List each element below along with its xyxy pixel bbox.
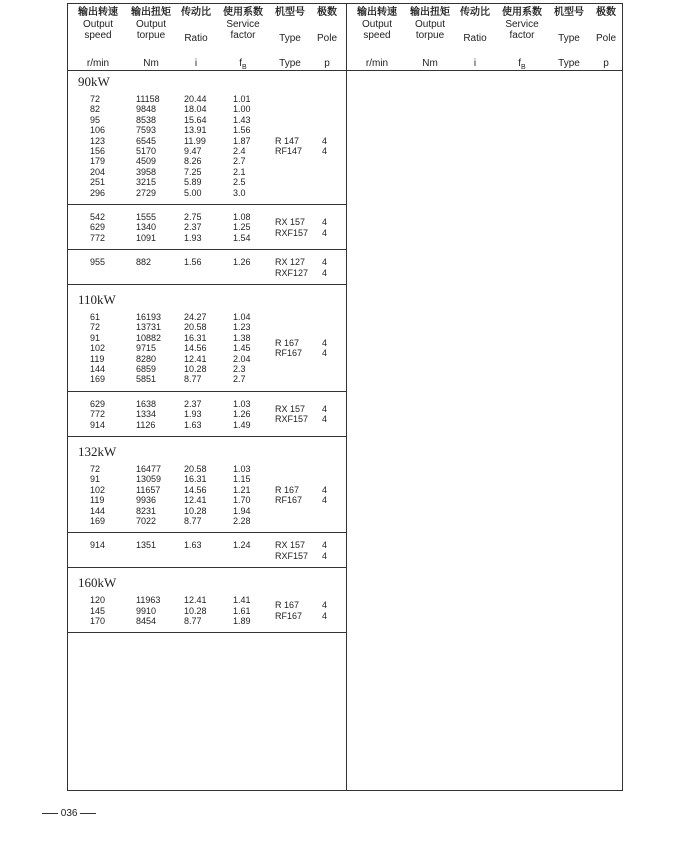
speed-cell: 955	[90, 257, 106, 268]
header-cn: 输出转速	[78, 7, 118, 18]
header-en1: Service	[505, 19, 539, 30]
power-heading: 90kW	[78, 74, 110, 89]
type-value: R 147	[275, 135, 300, 146]
ratio-cell: 16.31	[184, 332, 207, 343]
header-en1: Service	[226, 19, 260, 30]
type-cell	[275, 600, 302, 621]
torque-cell: 16193	[136, 312, 162, 322]
pole-cell	[322, 540, 327, 561]
header-unit: p	[603, 58, 609, 69]
header-right-col-4	[547, 7, 591, 69]
type-value: RF167	[275, 610, 303, 621]
header-en1	[312, 19, 342, 30]
ratio-cell: 14.56	[184, 484, 207, 495]
header-right-col-2	[455, 7, 495, 69]
factor-cell: 1.26	[233, 257, 251, 268]
factor-cell: 1.00	[233, 104, 251, 115]
torque-cell: 6545	[136, 135, 157, 146]
header-left-col-2	[176, 7, 216, 69]
ratio-cell: 8.77	[184, 516, 202, 526]
ratio-cell: 11.99	[184, 135, 206, 146]
torque-cell: 11963	[136, 595, 161, 606]
type-cell	[275, 338, 302, 359]
torque-cell: 1126	[136, 419, 156, 430]
factor-cell: 2.1	[233, 166, 246, 177]
pole-value: 4	[322, 550, 328, 561]
torque-cell: 6859	[136, 364, 157, 374]
type-value: RX 127	[275, 257, 306, 268]
ratio-cell: 15.64	[184, 114, 207, 125]
speed-cell: 144	[90, 364, 106, 374]
ratio-cell: 12.41	[184, 495, 207, 506]
ratio-cell: 14.56	[184, 343, 207, 354]
header-right-col-5	[591, 7, 621, 69]
header-right-col-0	[351, 7, 403, 69]
torque-cell: 4509	[136, 156, 157, 167]
factor-cell: 2.28	[233, 516, 251, 526]
factor-cell: 2.5	[233, 177, 246, 188]
torque-cell: 1334	[136, 409, 157, 420]
speed-cell: 204	[90, 166, 106, 177]
speed-cell: 102	[90, 484, 106, 495]
ratio-cell: 5.89	[184, 177, 202, 188]
factor-cell: 1.04	[233, 312, 251, 322]
speed-cell: 102	[90, 343, 106, 354]
header-en2: torpue	[415, 30, 445, 41]
header-en2: factor	[509, 30, 535, 41]
header-right-col-3	[497, 7, 547, 71]
pole-cell	[322, 600, 327, 621]
torque-cell: 8538	[136, 114, 157, 125]
pole-cell	[322, 404, 327, 425]
ratio-cell: 12.41	[184, 353, 207, 364]
torque-cell: 3958	[136, 166, 157, 177]
pole-cell	[322, 257, 327, 278]
type-cell	[275, 485, 302, 506]
torque-cell: 5851	[136, 374, 157, 385]
right-panel	[346, 4, 622, 790]
header-en1	[268, 19, 312, 30]
row-divider	[68, 436, 346, 437]
factor-cell: 1.26	[233, 409, 251, 420]
ratio-cell: 2.75	[184, 212, 202, 222]
torque-cell: 1340	[136, 222, 157, 233]
pole-value: 4	[322, 600, 328, 611]
header-cn: 机型号	[554, 7, 584, 18]
speed-cell: 629	[90, 398, 106, 409]
torque-cell: 9936	[136, 495, 157, 506]
pole-value: 4	[322, 484, 328, 495]
type-cell	[275, 404, 308, 425]
torque-cell: 9848	[136, 104, 157, 115]
row-divider	[68, 249, 346, 250]
ratio-cell: 8.26	[184, 156, 202, 167]
footer-dash-left	[42, 813, 58, 814]
ratio-cell: 7.25	[184, 166, 202, 177]
type-value: R 167	[275, 484, 300, 495]
speed-cell: 914	[90, 419, 106, 430]
torque-cell: 8454	[136, 615, 157, 626]
pole-cell	[322, 485, 327, 506]
header-cn: 使用系数	[223, 7, 263, 18]
factor-cell: 1.70	[233, 495, 251, 506]
factor-cell: 1.45	[233, 343, 251, 354]
speed-cell: 629	[90, 222, 106, 233]
pole-value: 4	[322, 495, 328, 506]
header-en2: Pole	[316, 33, 337, 44]
factor-cell: 1.49	[233, 419, 251, 430]
header-unit: r/min	[86, 58, 110, 69]
speed-cell: 123	[90, 135, 106, 146]
ratio-cell: 8.77	[184, 374, 202, 385]
header-cn: 使用系数	[502, 7, 542, 18]
ratio-cell: 20.58	[184, 464, 207, 474]
torque-cell: 8231	[136, 505, 157, 516]
pole-value: 4	[322, 610, 328, 621]
pole-value: 4	[322, 267, 328, 278]
torque-cell: 1638	[136, 398, 157, 409]
type-value: RX 157	[275, 217, 306, 228]
page-footer	[42, 808, 96, 819]
ratio-cell: 9.47	[184, 146, 202, 156]
ratio-cell: 13.91	[184, 125, 207, 136]
header-unit: $f_B$	[239, 58, 247, 71]
header-en2: Type	[558, 33, 580, 44]
type-cell	[275, 540, 308, 561]
row-divider	[68, 567, 346, 568]
row-divider	[68, 391, 346, 392]
speed-cell: 144	[90, 505, 106, 516]
header-en1: Output	[414, 19, 446, 30]
speed-cell: 156	[90, 146, 106, 156]
header-en2: factor	[230, 30, 256, 41]
header-cn: 极数	[596, 7, 616, 18]
torque-cell: 1091	[136, 232, 157, 243]
header-en1	[591, 19, 621, 30]
torque-cell: 11657	[136, 484, 161, 495]
pole-value: 4	[322, 338, 328, 348]
header-en1: Output	[361, 19, 393, 30]
speed-cell: 91	[90, 474, 101, 485]
speed-cell: 169	[90, 516, 106, 526]
type-value: RXF157	[275, 414, 309, 425]
speed-cell: 72	[90, 464, 101, 474]
unit-sub: B	[242, 64, 247, 71]
header-unit: Type	[279, 58, 301, 69]
factor-cell: 1.43	[233, 114, 251, 125]
torque-cell: 7022	[136, 516, 157, 526]
factor-cell: 1.87	[233, 135, 251, 146]
type-value: RF167	[275, 495, 303, 506]
header-en1	[547, 19, 591, 30]
type-value: RF147	[275, 146, 303, 156]
header-unit: $f_B$	[518, 58, 526, 71]
speed-cell: 61	[90, 312, 101, 322]
header-en1	[455, 19, 495, 30]
factor-cell: 1.94	[233, 505, 251, 516]
speed-cell: 179	[90, 156, 106, 167]
torque-cell: 13731	[136, 322, 162, 333]
speed-cell: 542	[90, 212, 106, 222]
power-heading: 160kW	[78, 575, 117, 591]
table-header-right	[347, 4, 622, 71]
type-value: RXF157	[275, 550, 309, 561]
header-en2: Pole	[595, 33, 616, 44]
page-number: 036	[60, 808, 78, 819]
header-unit: i	[473, 58, 477, 69]
torque-cell: 13059	[136, 474, 162, 485]
speed-cell: 772	[90, 232, 106, 243]
speed-cell: 82	[90, 104, 101, 115]
factor-cell: 1.23	[233, 322, 251, 333]
header-right-col-1	[405, 7, 455, 69]
factor-cell: 1.56	[233, 125, 251, 136]
pole-value: 4	[322, 414, 328, 425]
type-value: RXF127	[275, 267, 309, 278]
pole-cell	[322, 217, 327, 238]
pole-value: 4	[322, 227, 328, 238]
header-unit: i	[194, 58, 198, 69]
ratio-cell: 10.28	[184, 364, 207, 374]
speed-cell: 91	[90, 332, 101, 343]
factor-cell: 1.08	[233, 212, 251, 222]
header-en1: Output	[82, 19, 114, 30]
row-divider	[68, 204, 346, 205]
header-left-col-1	[126, 7, 176, 69]
header-unit: r/min	[365, 58, 389, 69]
factor-cell: 1.03	[233, 398, 251, 409]
torque-cell: 9715	[136, 343, 157, 354]
speed-cell: 72	[90, 94, 101, 104]
speed-cell: 106	[90, 125, 106, 136]
ratio-cell: 5.00	[184, 187, 202, 198]
speed-cell: 119	[90, 495, 105, 506]
type-value: R 167	[275, 600, 300, 611]
torque-cell: 1555	[136, 212, 157, 222]
ratio-cell: 10.28	[184, 505, 207, 516]
pole-cell	[322, 136, 327, 157]
torque-cell: 7593	[136, 125, 157, 136]
factor-cell: 2.7	[233, 374, 246, 385]
header-cn: 传动比	[181, 7, 211, 18]
header-left-col-0	[72, 7, 124, 69]
factor-cell: 2.7	[233, 156, 246, 167]
ratio-cell: 16.31	[184, 474, 207, 485]
pole-value: 4	[322, 217, 328, 228]
header-left-col-4	[268, 7, 312, 69]
type-cell	[275, 136, 302, 157]
header-en1	[176, 19, 216, 30]
type-cell	[275, 257, 308, 278]
header-unit: Type	[558, 58, 580, 69]
speed-cell: 169	[90, 374, 106, 385]
type-value: RX 157	[275, 540, 306, 551]
header-en2: Ratio	[184, 33, 208, 44]
power-heading: 110kW	[78, 292, 116, 307]
type-value: RX 157	[275, 404, 306, 414]
factor-cell: 1.01	[233, 94, 251, 104]
pole-value: 4	[322, 348, 328, 359]
ratio-cell: 10.28	[184, 605, 207, 616]
pole-value: 4	[322, 135, 328, 146]
pole-value: 4	[322, 404, 328, 414]
table-header	[68, 4, 346, 71]
factor-cell: 1.15	[233, 474, 251, 485]
speed-cell: 296	[90, 187, 106, 198]
pole-value: 4	[322, 540, 328, 551]
torque-cell: 8280	[136, 353, 157, 364]
ratio-cell: 1.56	[184, 257, 202, 268]
factor-cell: 1.41	[233, 595, 251, 606]
ratio-cell: 8.77	[184, 615, 202, 626]
type-cell	[275, 217, 308, 238]
ratio-cell: 2.37	[184, 222, 202, 233]
ratio-cell: 1.93	[184, 409, 202, 420]
left-panel	[68, 4, 346, 790]
row-divider	[68, 632, 346, 633]
header-en1: Output	[135, 19, 167, 30]
header-left-col-5	[312, 7, 342, 69]
torque-cell: 16477	[136, 464, 162, 474]
speed-cell: 170	[90, 615, 106, 626]
factor-cell: 2.4	[233, 146, 246, 156]
factor-cell: 1.25	[233, 222, 251, 233]
spec-table	[67, 3, 623, 791]
speed-cell: 120	[90, 595, 106, 606]
header-cn: 输出扭矩	[131, 7, 171, 18]
header-unit: Nm	[422, 58, 438, 69]
header-unit: Nm	[143, 58, 159, 69]
torque-cell: 2729	[136, 187, 157, 198]
torque-cell: 10882	[136, 332, 162, 343]
header-en2: speed	[363, 30, 391, 41]
torque-cell: 882	[136, 257, 152, 268]
ratio-cell: 1.63	[184, 419, 202, 430]
header-cn: 输出转速	[357, 7, 397, 18]
type-value: RF167	[275, 348, 303, 359]
factor-cell: 2.04	[233, 353, 251, 364]
header-en2: speed	[84, 30, 112, 41]
torque-cell: 1351	[136, 540, 157, 551]
speed-cell: 119	[90, 353, 105, 364]
factor-cell: 1.38	[233, 332, 251, 343]
header-cn: 极数	[317, 7, 337, 18]
speed-cell: 772	[90, 409, 106, 420]
factor-cell: 1.21	[233, 484, 251, 495]
pole-value: 4	[322, 257, 328, 268]
header-cn: 输出扭矩	[410, 7, 450, 18]
header-unit: p	[324, 58, 330, 69]
header-en2: Type	[279, 33, 301, 44]
ratio-cell: 18.04	[184, 104, 207, 115]
speed-cell: 145	[90, 605, 106, 616]
ratio-cell: 2.37	[184, 398, 202, 409]
ratio-cell: 1.63	[184, 540, 202, 551]
header-cn: 机型号	[275, 7, 305, 18]
factor-cell: 1.24	[233, 540, 251, 551]
factor-cell: 1.89	[233, 615, 251, 626]
pole-cell	[322, 338, 327, 359]
speed-cell: 251	[90, 177, 106, 188]
speed-cell: 914	[90, 540, 106, 551]
type-value: RXF157	[275, 227, 309, 238]
speed-cell: 72	[90, 322, 101, 333]
row-divider	[68, 532, 346, 533]
header-cn: 传动比	[460, 7, 490, 18]
speed-cell: 95	[90, 114, 101, 125]
torque-cell: 5170	[136, 146, 157, 156]
type-value: R 167	[275, 338, 300, 348]
row-divider	[68, 284, 346, 285]
header-left-col-3	[218, 7, 268, 71]
header-en2: torpue	[136, 30, 166, 41]
factor-cell: 3.0	[233, 187, 246, 198]
unit-sub: B	[521, 64, 526, 71]
factor-cell: 1.03	[233, 464, 251, 474]
ratio-cell: 20.58	[184, 322, 207, 333]
factor-cell: 1.54	[233, 232, 251, 243]
footer-dash-right	[80, 813, 96, 814]
ratio-cell: 20.44	[184, 94, 207, 104]
factor-cell: 1.61	[233, 605, 251, 616]
pole-value: 4	[322, 146, 328, 156]
torque-cell: 3215	[136, 177, 157, 188]
header-en2: Ratio	[463, 33, 487, 44]
ratio-cell: 12.41	[184, 595, 207, 606]
ratio-cell: 24.27	[184, 312, 207, 322]
power-heading: 132kW	[78, 444, 117, 459]
torque-cell: 11158	[136, 94, 160, 104]
torque-cell: 9910	[136, 605, 157, 616]
factor-cell: 2.3	[233, 364, 246, 374]
ratio-cell: 1.93	[184, 232, 202, 243]
